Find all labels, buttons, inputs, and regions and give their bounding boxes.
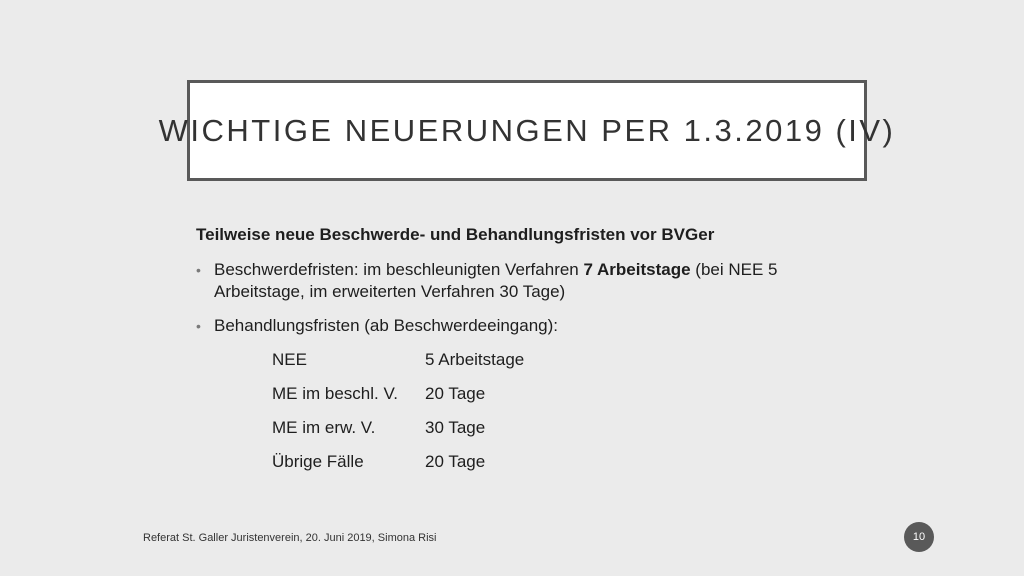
fristen-table	[272, 349, 816, 485]
fristen-value: 20 Tage	[425, 452, 486, 471]
title-box	[158, 80, 896, 181]
slide-title: WICHTIGE NEUERUNGEN PER 1.3.2019 (IV)	[158, 112, 896, 148]
bullet1-text-after: (bei NEE 5 Arbeitstage, im erweiterten Verfahren 30 Tage)	[214, 260, 778, 301]
fristen-label: ME im erw. V.	[272, 418, 376, 437]
page-number-badge: 10	[904, 522, 934, 552]
table-row	[272, 417, 816, 451]
bullet-behandlungsfristen	[196, 315, 816, 337]
bullet2-text: Behandlungsfristen (ab Beschwerdeeingang):	[214, 316, 559, 335]
content-heading: Teilweise neue Beschwerde- und Behandlungsfristen vor BVGer	[196, 225, 715, 244]
fristen-value: 30 Tage	[425, 418, 486, 437]
fristen-label: Übrige Fälle	[272, 452, 364, 471]
fristen-label: ME im beschl. V.	[272, 384, 398, 403]
table-row	[272, 349, 816, 383]
fristen-value: 20 Tage	[425, 384, 486, 403]
bullet1-text-bold: 7 Arbeitstage	[583, 260, 691, 279]
bullet-dot-icon: •	[196, 262, 201, 278]
bullet-beschwerdefristen	[196, 259, 816, 303]
bullet1-text-before: Beschwerdefristen: im beschleunigten Verfahren	[214, 260, 584, 279]
content-area	[196, 224, 816, 485]
table-row	[272, 451, 816, 485]
fristen-label: NEE	[272, 350, 307, 369]
footer-text: Referat St. Galler Juristenverein, 20. Juni 2019, Simona Risi	[143, 532, 437, 544]
table-row	[272, 383, 816, 417]
fristen-value: 5 Arbeitstage	[425, 350, 525, 369]
bullet-dot-icon: •	[196, 318, 201, 334]
